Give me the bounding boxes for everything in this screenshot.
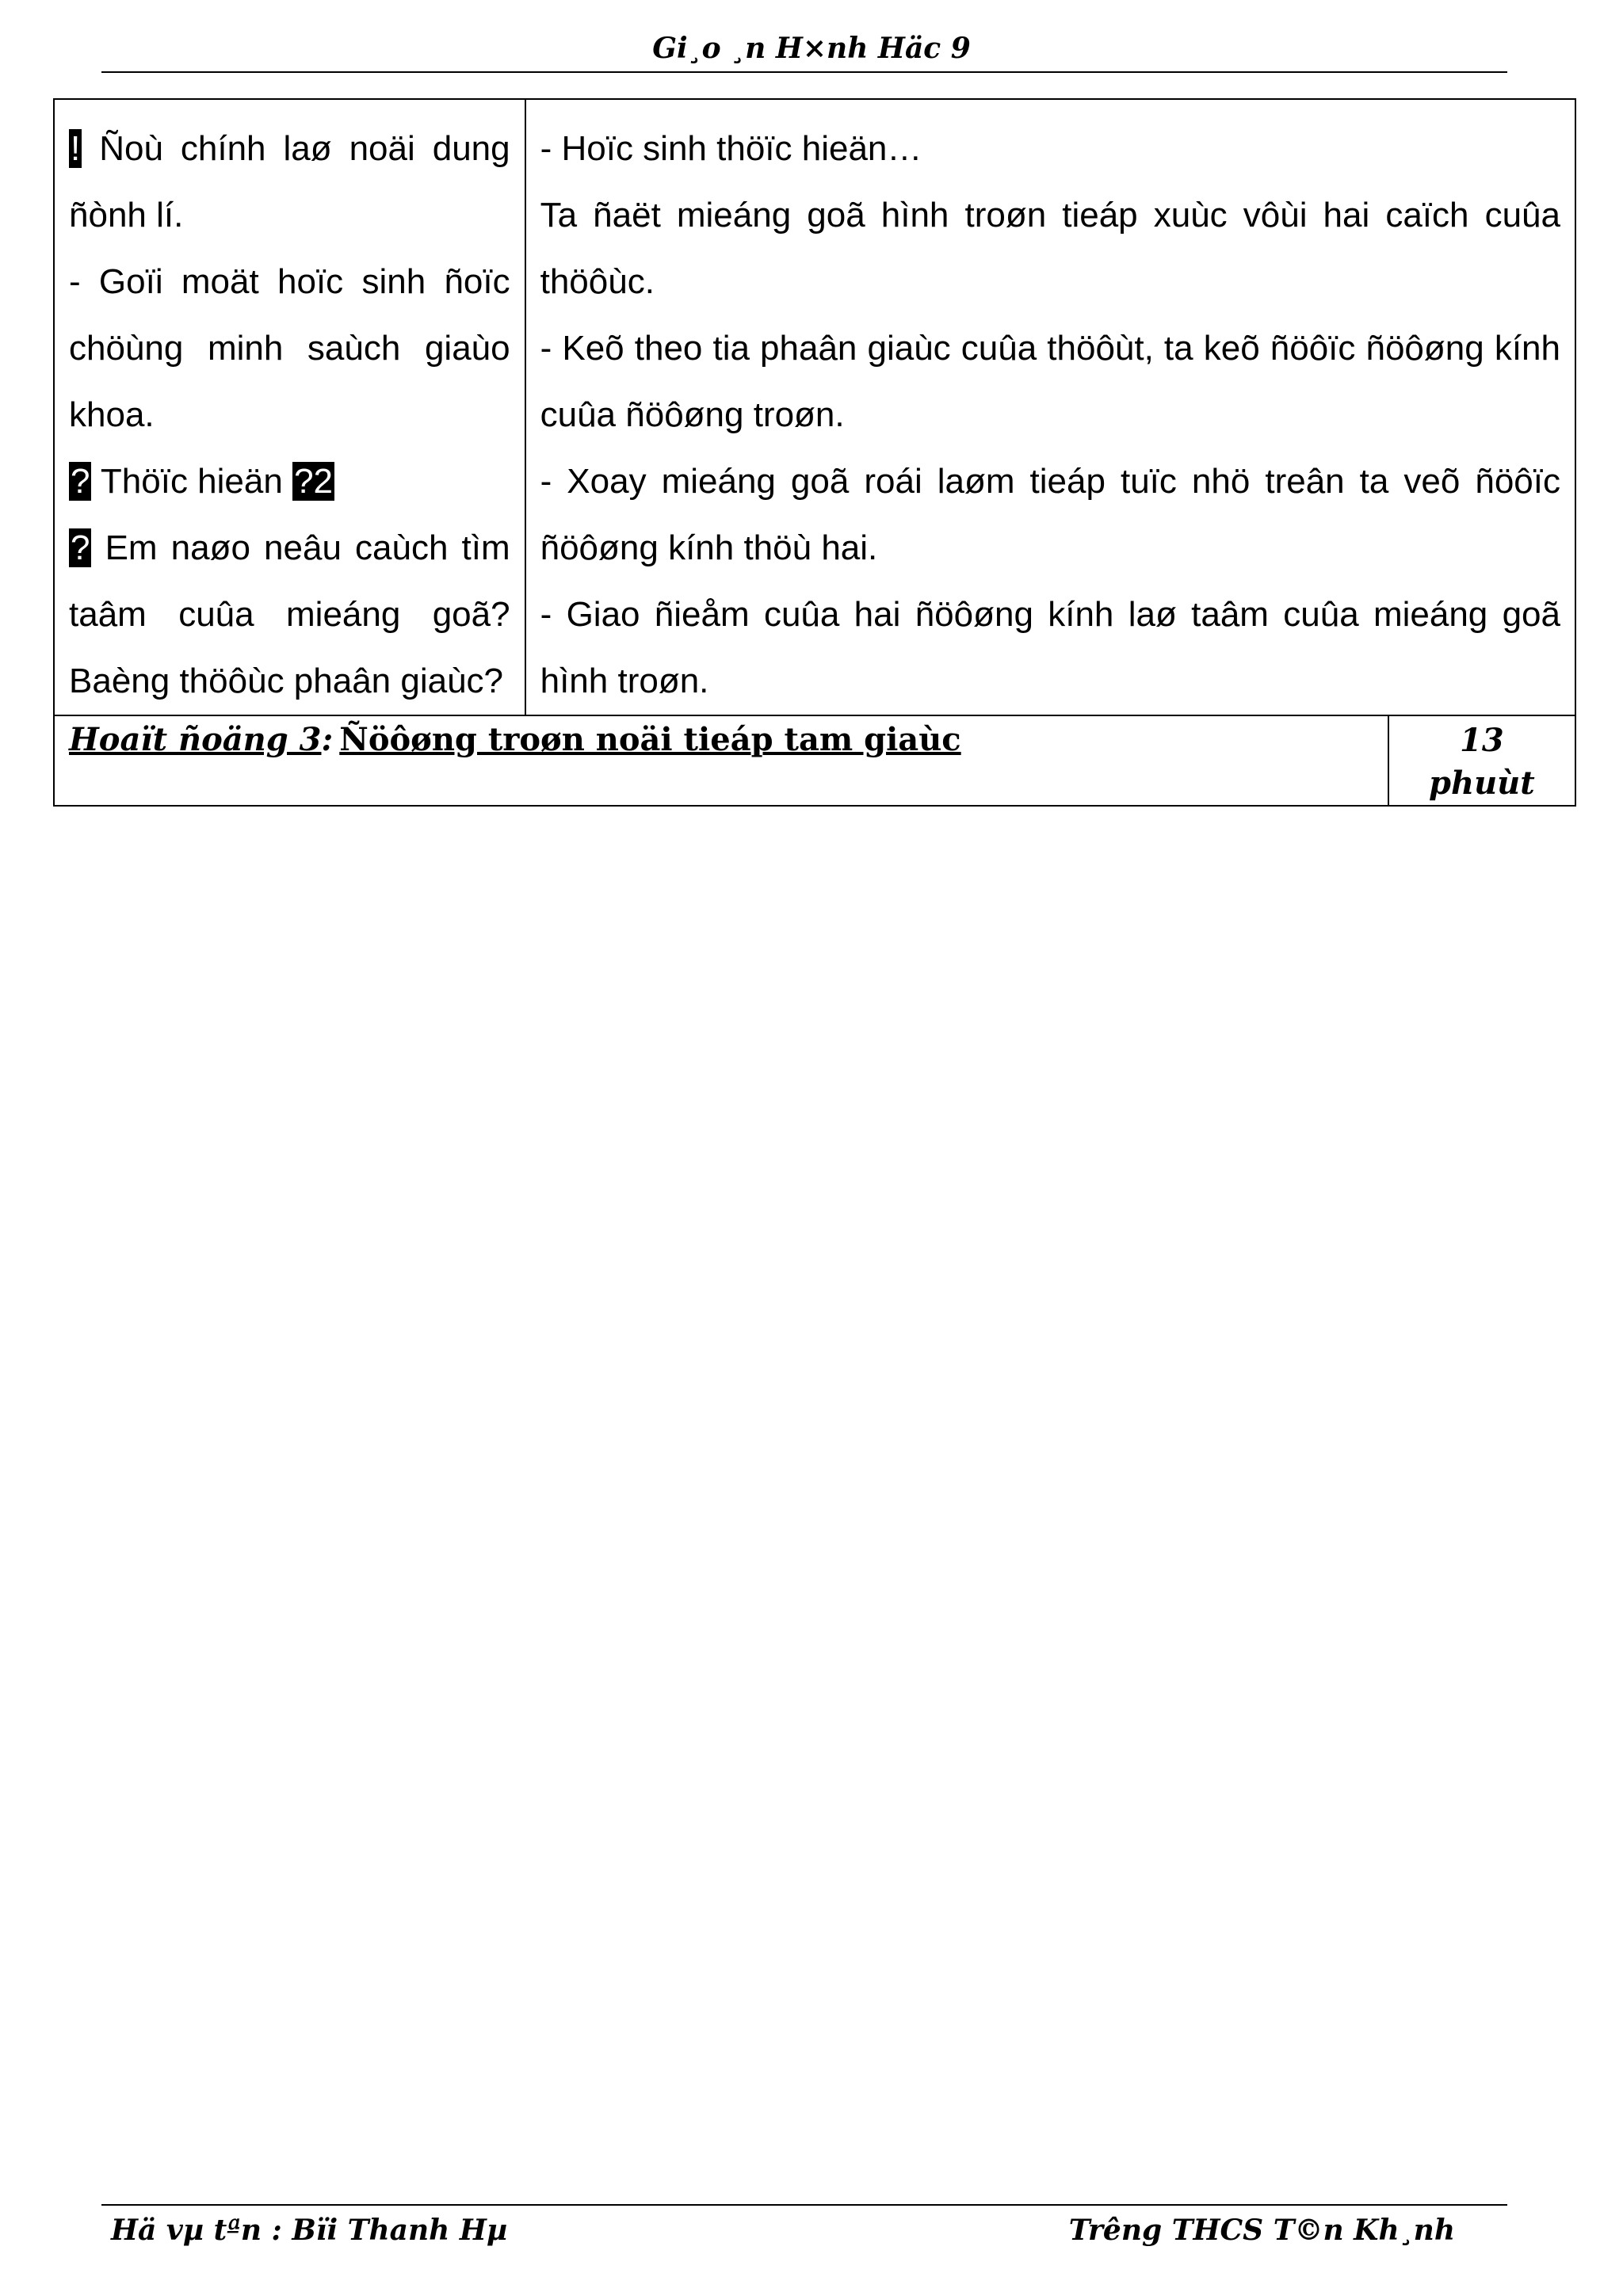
student-line-5: - Giao ñieåm cuûa hai ñöôøng kính laø taâm cuûa mieáng goã hình troøn.: [540, 595, 1560, 700]
content-row: [54, 99, 1575, 715]
teacher-line-2: - Goïi moät hoïc sinh ñoïc chöùng minh saùch giaùo khoa.: [69, 262, 510, 434]
question-2-marker: ?2: [294, 462, 334, 501]
student-line-4: - Xoay mieáng goã roái laøm tieáp tuïc nhö treân ta veõ ñöôïc ñöôøng kính thöù hai.: [540, 462, 1560, 567]
footer-divider: [101, 2204, 1507, 2206]
footer-school: Trêng THCS T©n Kh¸nh: [1068, 2214, 1455, 2247]
activity-time-cell: [1388, 715, 1575, 806]
teacher-activity-cell: [54, 99, 525, 715]
activity-time: 13 phuùt: [1429, 722, 1535, 802]
question-marker: ?: [71, 462, 90, 501]
lesson-table: [53, 98, 1576, 807]
header-divider: [101, 71, 1507, 73]
student-line-2: Ta ñaët mieáng goã hình troøn tieáp xuùc vôùi hai caïch cuûa thöôùc.: [540, 196, 1560, 301]
student-line-1: - Hoïc sinh thöïc hieän…: [540, 129, 922, 168]
teacher-line-1: ! Ñoù chính laø noäi dung ñònh lí.: [69, 129, 510, 235]
question-marker: ?: [71, 528, 90, 567]
student-activity-cell: [525, 99, 1575, 715]
activity-heading-cell: [54, 715, 1388, 806]
teacher-line-3: ? Thöïc hieän ?2: [71, 462, 334, 501]
footer-author: Hä vµ tªn : Bïi Thanh Hµ: [111, 2214, 508, 2247]
page-header-title: Gi¸o ¸n H×nh Häc 9: [652, 32, 971, 65]
activity-row: [54, 715, 1575, 806]
activity-heading: Hoaït ñoäng 3: Ñöôøng troøn noäi tieáp tam giaùc: [69, 721, 961, 758]
student-line-3: - Keõ theo tia phaân giaùc cuûa thöôùt, ta keõ ñöôïc ñöôøng kính cuûa ñöôøng troøn.: [540, 329, 1560, 434]
teacher-line-4: ? Em naøo neâu caùch tìm taâm cuûa mieáng goã? Baèng thöôùc phaân giaùc?: [69, 528, 510, 700]
exclamation-marker: !: [71, 129, 81, 168]
